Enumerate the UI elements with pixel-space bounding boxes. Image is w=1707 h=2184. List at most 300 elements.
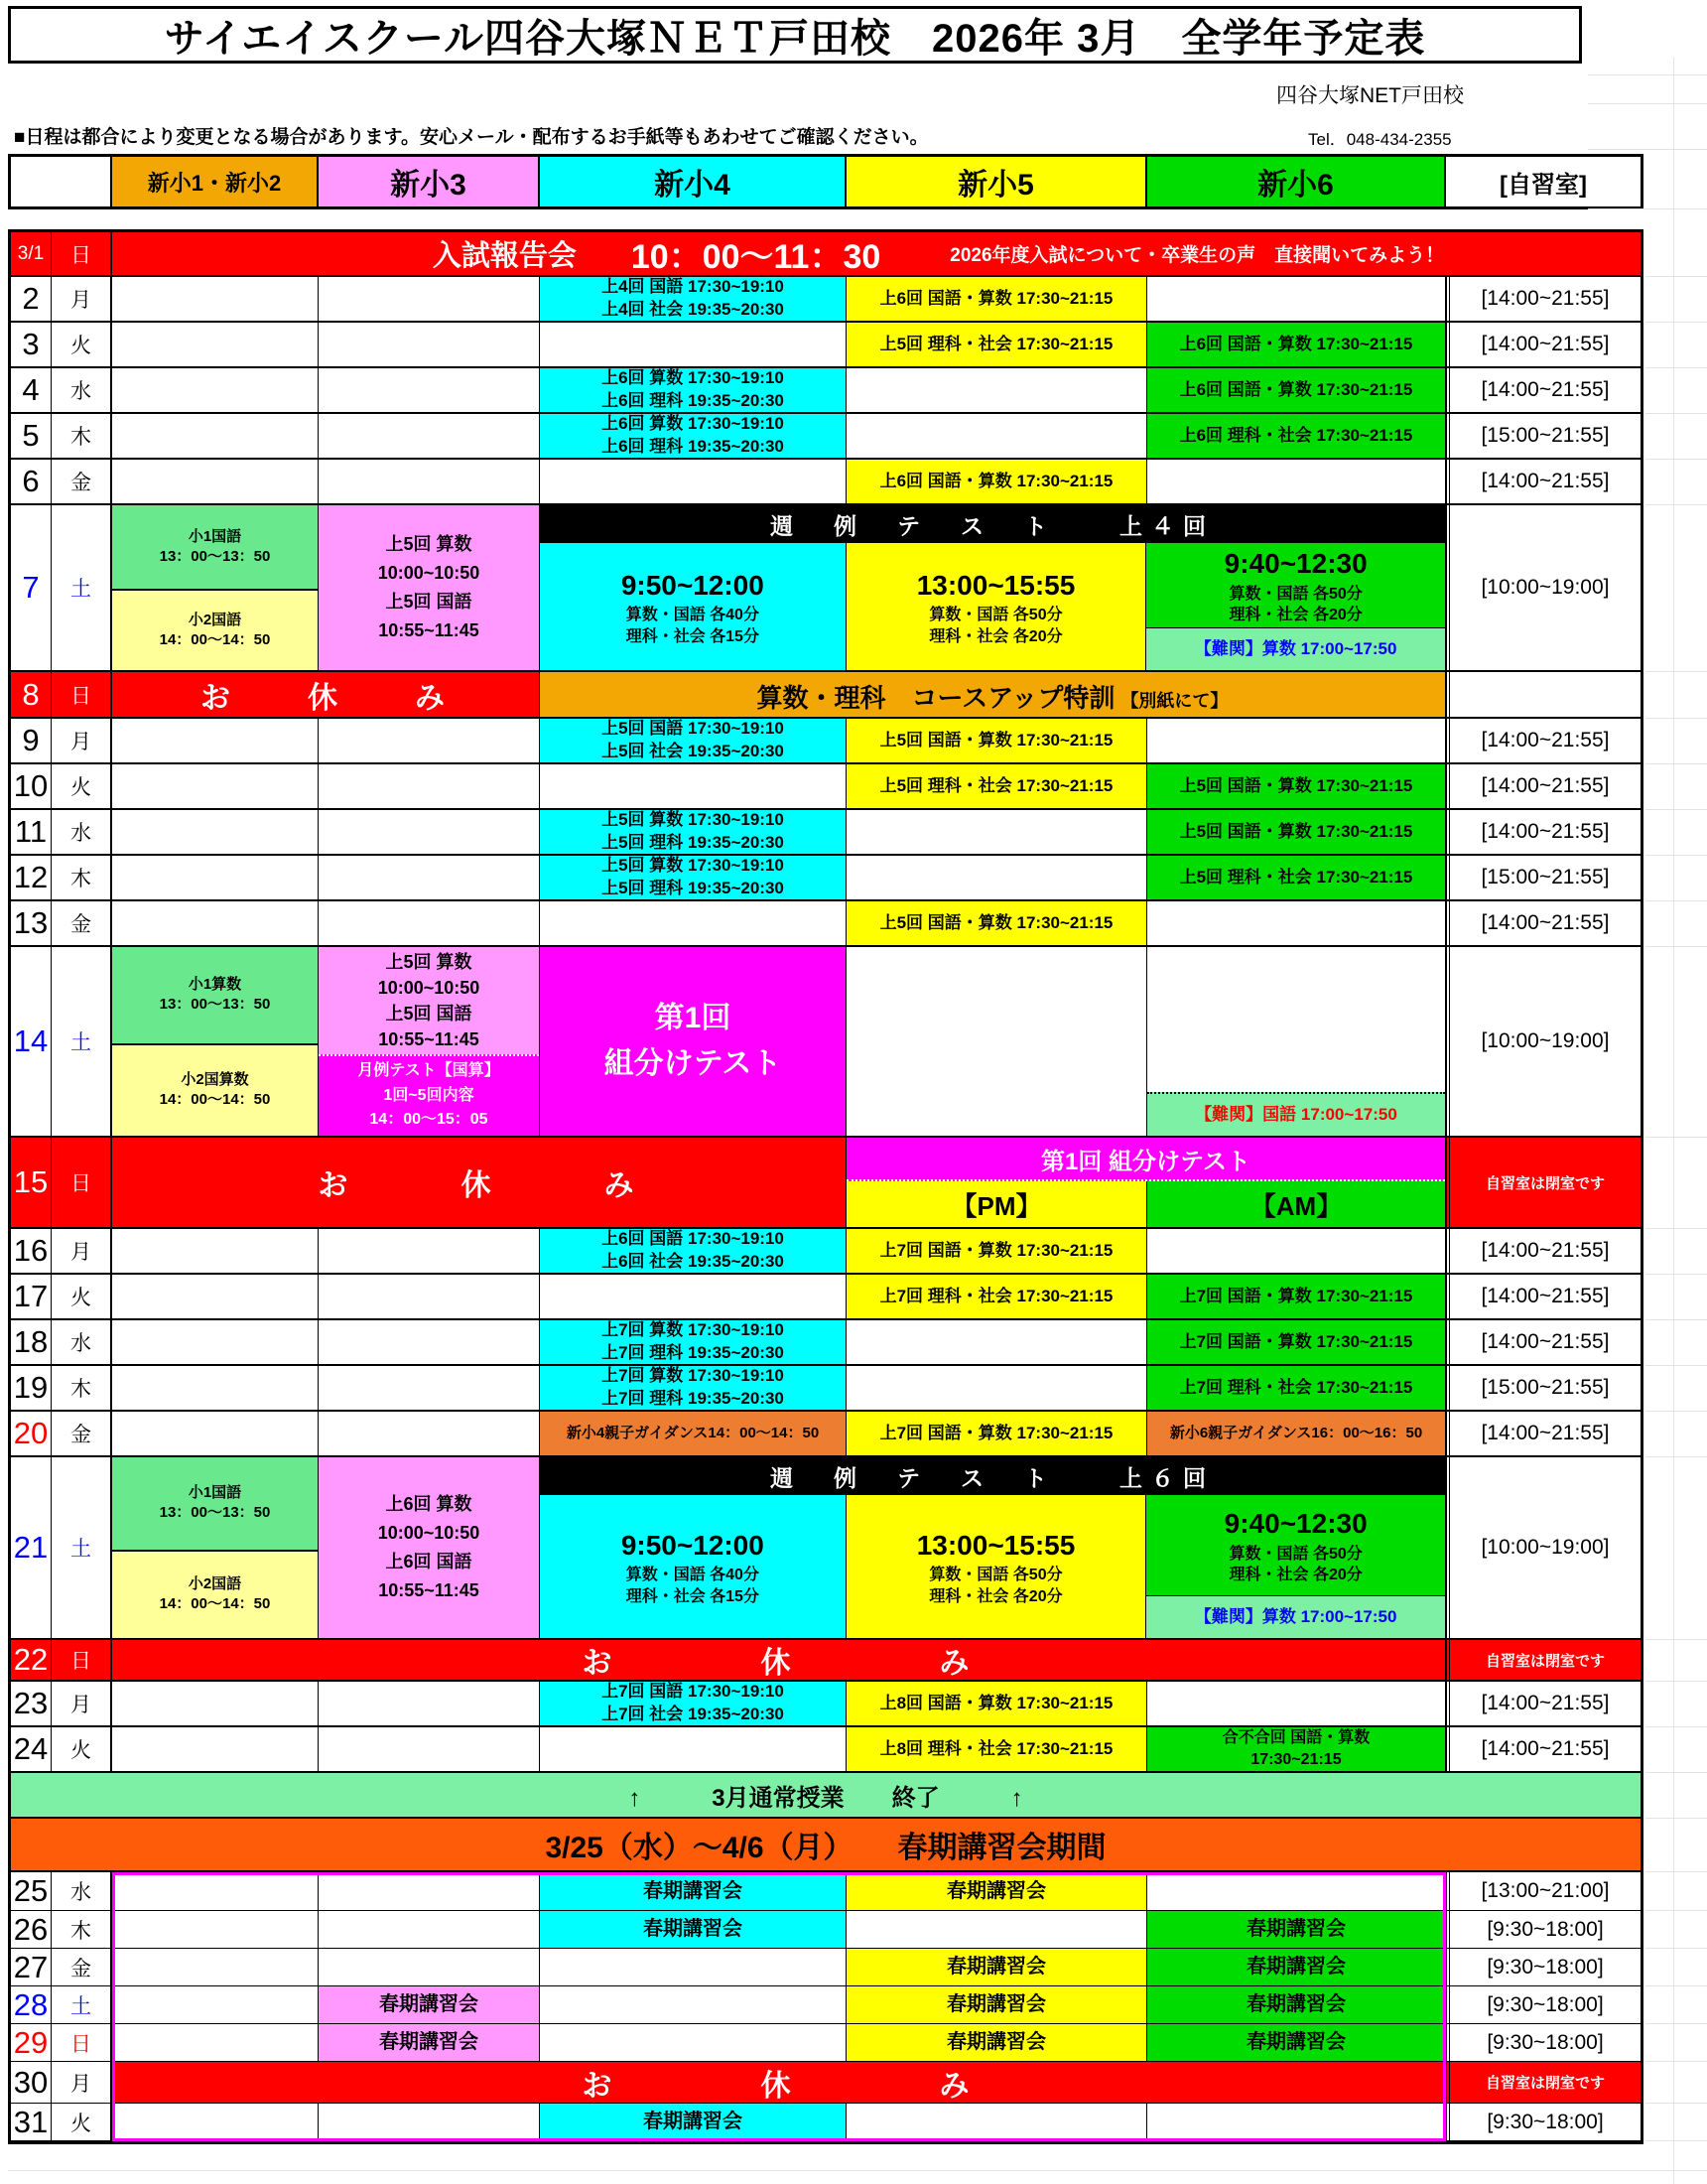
- table-row: [11, 1819, 1641, 1872]
- schedule-cell: [540, 901, 847, 945]
- test-cell-main: [1146, 1495, 1445, 1595]
- cell-line: 上6回 社会 19:35~20:30: [601, 1252, 784, 1271]
- date-number: 19: [11, 1366, 52, 1410]
- cell-line: 上5回 算数: [385, 534, 472, 555]
- jishushitsu-cell: 自習室は閉室です: [1446, 1138, 1641, 1227]
- schedule-cell: [540, 414, 847, 458]
- cell-line: 春期講習会: [947, 2031, 1046, 2053]
- sho2-cell: [112, 591, 318, 670]
- weekly-test-banner: 週 例 テ ス ト 上６回: [540, 1457, 1445, 1495]
- course-up-label: 算数・理科 コースアップ特訓: [756, 683, 1116, 713]
- date-number: 9: [11, 719, 52, 762]
- cell-line: 理科・社会 各20分: [929, 1587, 1063, 1605]
- gridline: [1588, 208, 1707, 209]
- cell-line: 上7回 理科・社会 17:30~21:15: [1179, 1377, 1413, 1397]
- schedule-cell: [540, 719, 847, 762]
- cell-line: 新小4親子ガイダンス14：00～14：50: [566, 1424, 820, 1441]
- date-day: 月: [52, 2062, 112, 2103]
- schedule-cell: [319, 323, 540, 366]
- cell-line: 算数・国語 各40分: [625, 1567, 759, 1583]
- cell-line: 上5回 国語・算数 17:30~21:15: [879, 730, 1114, 750]
- header-blank-cell: [11, 157, 112, 206]
- date-day: 木: [52, 1366, 112, 1410]
- schedule-cell: [319, 901, 540, 945]
- cell-line: 上6回 国語・算数 17:30~21:15: [1179, 379, 1413, 399]
- date-number: 10: [11, 764, 52, 808]
- oyasumi-cell: お 休 み: [112, 672, 540, 717]
- schedule-cell: [1147, 1366, 1446, 1410]
- table-row: [11, 1320, 1641, 1366]
- sho2-cell: [112, 1045, 318, 1136]
- cell-line: 上7回 国語・算数 17:30~21:15: [879, 1423, 1114, 1442]
- schedule-cell: [540, 764, 847, 808]
- test-cell: [540, 1495, 847, 1638]
- cell-line: 上7回 国語・算数 17:30~21:15: [1179, 1331, 1413, 1351]
- sho1-cell: [112, 947, 318, 1045]
- cell-line: 上5回 算数 17:30~19:10: [601, 810, 784, 830]
- cell-line: 10:55~11:45: [378, 1579, 479, 1600]
- test-cell-main: [1146, 543, 1445, 627]
- header-shinsho4: 新小4: [540, 157, 847, 206]
- shinsho3-cell: [319, 1457, 540, 1638]
- table-row: [11, 2104, 1641, 2141]
- jishushitsu-cell: 自習室は閉室です: [1446, 1640, 1641, 1680]
- test-cell: [540, 543, 847, 670]
- jishushitsu-cell: [14:00~21:55]: [1446, 901, 1641, 945]
- schedule-cell: [847, 1727, 1147, 1771]
- schedule-cell: [319, 856, 540, 899]
- cell-line: 春期講習会: [643, 1918, 742, 1940]
- weekly-test-cells: [540, 1495, 1445, 1638]
- schedule-cell: [319, 368, 540, 412]
- test-time: 9:40~12:30: [1224, 548, 1368, 580]
- schedule-cell: [112, 1986, 319, 2023]
- table-row: [11, 901, 1641, 947]
- cell-line: 10:00~10:50: [377, 977, 480, 998]
- date-day: 火: [52, 1275, 112, 1318]
- test-cell: [1146, 1495, 1445, 1638]
- schedule-cell: [1147, 323, 1446, 366]
- schedule-cell: [847, 1320, 1147, 1364]
- cell-line: 上6回 算数 17:30~19:10: [601, 368, 784, 388]
- jishushitsu-cell: [14:00~21:55]: [1446, 323, 1641, 366]
- gridline: [1645, 1985, 1707, 1986]
- cell-line: 【難関】国語 17:00~17:50: [1195, 1104, 1397, 1124]
- cell-line: 春期講習会: [1247, 1956, 1346, 1978]
- cell-line: 上7回 国語 17:30~19:10: [601, 1682, 784, 1702]
- schedule-cell: [1147, 719, 1446, 762]
- gridline: [1645, 1818, 1707, 1819]
- cell-line: 上8回 国語・算数 17:30~21:15: [879, 1693, 1114, 1712]
- gridline: [1645, 459, 1707, 460]
- schedule-cell: [847, 764, 1147, 808]
- schedule-cell: [847, 2104, 1147, 2140]
- schedule-cell: [847, 856, 1147, 899]
- schedule-cell: [540, 2104, 847, 2140]
- date-number: 14: [11, 947, 52, 1136]
- cell-line: 小2国算数: [181, 1071, 249, 1089]
- schedule-cell: [112, 764, 319, 808]
- oyasumi-cell: お 休 み: [112, 1640, 1446, 1680]
- cell-line: 算数・国語 各50分: [1229, 585, 1363, 603]
- schedule-cell: [319, 460, 540, 503]
- sho2-cell: [112, 1552, 318, 1638]
- schedule-cell: [112, 1682, 319, 1725]
- pm-am-row: [847, 1181, 1445, 1227]
- date-number: 16: [11, 1229, 52, 1273]
- schedule-cell: [112, 414, 319, 458]
- schedule-cell: [1147, 1320, 1446, 1364]
- table-row: [11, 1872, 1641, 1911]
- schedule-cell: [1147, 764, 1446, 808]
- schedule-cell: [319, 1911, 540, 1948]
- cell-line: 10:55~11:45: [378, 619, 479, 640]
- schedule-cell: [540, 460, 847, 503]
- date-number: 24: [11, 1727, 52, 1771]
- cell-line: 春期講習会: [1247, 1918, 1346, 1940]
- nankan-cell: [1147, 1092, 1445, 1136]
- jishushitsu-cell: [13:00~21:00]: [1446, 1872, 1641, 1910]
- gridline: [1645, 2103, 1707, 2104]
- weekly-test-cells: [540, 543, 1445, 670]
- jishushitsu-cell: [15:00~21:55]: [1446, 1366, 1641, 1410]
- schedule-cell: [1147, 1682, 1446, 1725]
- schedule-note: ■日程は都合により変更となる場合があります。安心メール・配布するお手紙等もあわせてご確認ください。: [14, 127, 929, 148]
- jishushitsu-cell: [14:00~21:55]: [1446, 1275, 1641, 1318]
- date-day: 日: [52, 232, 112, 275]
- table-row: [11, 1773, 1641, 1819]
- gridline: [1645, 946, 1707, 947]
- schedule-cell: [847, 901, 1147, 945]
- cell-line: 第1回: [654, 1001, 731, 1034]
- schedule-cell: [112, 901, 319, 945]
- cell-line: 上6回 算数 17:30~19:10: [601, 414, 784, 434]
- schedule-cell: [112, 1412, 319, 1455]
- gridline: [1645, 367, 1707, 368]
- schedule-cell: [112, 1727, 319, 1771]
- table-row: [11, 810, 1641, 856]
- date-number: 8: [11, 672, 52, 717]
- cell-line: 上5回 国語: [385, 1004, 472, 1024]
- cell-line: 上7回 社会 19:35~20:30: [601, 1705, 784, 1723]
- cell-line: 合不合回 国語・算数: [1222, 1729, 1371, 1747]
- cell-line: 上6回 国語・算数 17:30~21:15: [1179, 334, 1413, 353]
- schedule-cell: [1147, 1275, 1446, 1318]
- schedule-cell: [112, 856, 319, 899]
- table-row: [11, 2024, 1641, 2062]
- date-number: 22: [11, 1640, 52, 1680]
- jishushitsu-cell: [9:30~18:00]: [1446, 1911, 1641, 1948]
- schedule-cell: [1147, 2024, 1446, 2061]
- cell-line: 上5回 理科・社会 17:30~21:15: [1179, 867, 1413, 887]
- schedule-cell: [540, 810, 847, 854]
- gridline: [1645, 1639, 1707, 1640]
- cell-line: 14：00～14：50: [159, 631, 271, 649]
- date-number: 28: [11, 1986, 52, 2023]
- schedule-cell: [319, 2024, 540, 2061]
- jishushitsu-cell: [14:00~21:55]: [1446, 1229, 1641, 1273]
- shinsho1-2-cell: [112, 947, 319, 1136]
- schedule-cell: [319, 1366, 540, 1410]
- table-row: [11, 505, 1641, 672]
- cell-line: 春期講習会: [379, 2031, 478, 2053]
- cell-line: 春期講習会: [379, 1993, 478, 2015]
- schedule-cell: [319, 2104, 540, 2140]
- schedule-cell: [1147, 2104, 1446, 2140]
- date-number: 26: [11, 1911, 52, 1948]
- cell-line: 【難関】算数 17:00~17:50: [1194, 638, 1397, 658]
- page-title: サイエイスクール四谷大塚ＮＥＴ戸田校 2026年 3月 全学年予定表: [8, 6, 1582, 64]
- schedule-cell: [847, 719, 1147, 762]
- spring-course-period-banner: 3/25（水）～4/6（月） 春期講習会期間: [11, 1819, 1641, 1870]
- getsurei-test-cell: [319, 1054, 539, 1136]
- schedule-cell: [540, 1366, 847, 1410]
- schedule-cell: [540, 1911, 847, 1948]
- kumiwake-block: [847, 1138, 1446, 1227]
- date-day: 火: [52, 1727, 112, 1771]
- oyasumi-cell: お 休 み: [112, 1138, 847, 1227]
- pm-cell: 【PM】: [847, 1181, 1147, 1227]
- cell-line: 春期講習会: [1247, 1993, 1346, 2015]
- cell-line: 13：00～13：50: [159, 548, 271, 566]
- cell-line: 春期講習会: [947, 1956, 1046, 1978]
- cell-line: 小1算数: [188, 976, 242, 994]
- school-name: 四谷大塚NET戸田校: [1276, 84, 1464, 107]
- table-row: [11, 1457, 1641, 1640]
- schedule-cell: [847, 2024, 1147, 2061]
- cell-line: 上7回 算数 17:30~19:10: [601, 1366, 784, 1386]
- jishushitsu-cell: [14:00~21:55]: [1446, 810, 1641, 854]
- test-time: 13:00~15:55: [916, 1529, 1076, 1561]
- course-up-banner: [540, 672, 1446, 717]
- jishushitsu-cell: [15:00~21:55]: [1446, 414, 1641, 458]
- schedule-cell: [540, 1949, 847, 1985]
- column-header-row: [8, 154, 1643, 209]
- cell-line: 上8回 理科・社会 17:30~21:15: [879, 1738, 1114, 1758]
- schedule-cell: [319, 810, 540, 854]
- jishushitsu-cell: [14:00~21:55]: [1446, 764, 1641, 808]
- date-day: 水: [52, 810, 112, 854]
- schedule-cell: [319, 1229, 540, 1273]
- date-number: 3/1: [11, 232, 52, 275]
- gridline: [1645, 1681, 1707, 1682]
- schedule-cell: [319, 1682, 540, 1725]
- cell-line: 上5回 算数: [385, 951, 472, 972]
- schedule-cell: [540, 1275, 847, 1318]
- schedule-cell: [847, 323, 1147, 366]
- schedule-cell: [1147, 1911, 1446, 1948]
- date-day: 月: [52, 277, 112, 321]
- schedule-cell: [1147, 460, 1446, 503]
- schedule-cell: [540, 1229, 847, 1273]
- gridline: [1645, 1910, 1707, 1911]
- cell-line: 上4回 社会 19:35~20:30: [601, 300, 784, 319]
- schedule-cell: [112, 323, 319, 366]
- schedule-cell: [1147, 856, 1446, 899]
- schedule-cell: [319, 1275, 540, 1318]
- cell-line: 小2国語: [188, 1575, 242, 1593]
- schedule-cell: [847, 1682, 1147, 1725]
- cell-line: 上5回 国語・算数 17:30~21:15: [879, 912, 1114, 932]
- test-time: 9:40~12:30: [1224, 1508, 1368, 1540]
- cell-line: 算数・国語 各40分: [625, 607, 759, 623]
- date-number: 31: [11, 2104, 52, 2140]
- cell-line: 理科・社会 各20分: [929, 627, 1063, 645]
- header-shinsho6: 新小6: [1147, 157, 1446, 206]
- test-time: 13:00~15:55: [916, 569, 1076, 601]
- nankan-cell: [1146, 627, 1445, 670]
- date-day: 月: [52, 1229, 112, 1273]
- schedule-cell: [1147, 1412, 1446, 1455]
- table-row: [11, 1366, 1641, 1412]
- date-day: 木: [52, 856, 112, 899]
- date-day: 土: [52, 947, 112, 1136]
- gridline: [1588, 149, 1707, 150]
- date-day: 土: [52, 505, 112, 670]
- gridline: [1645, 322, 1707, 323]
- schedule-cell: [847, 277, 1147, 321]
- date-number: 11: [11, 810, 52, 854]
- cell-line: 上5回 理科・社会 17:30~21:15: [879, 334, 1114, 353]
- table-row: [11, 1682, 1641, 1727]
- table-row: [11, 232, 1641, 277]
- cell-line: 上4回 国語 17:30~19:10: [601, 277, 784, 297]
- course-up-note: 【別紙にて】: [1120, 691, 1229, 711]
- schedule-cell: [847, 368, 1147, 412]
- cell-line: 上6回 理科・社会 17:30~21:15: [1179, 425, 1413, 445]
- gridline: [1645, 1137, 1707, 1138]
- schedule-cell: [847, 1872, 1147, 1910]
- schedule-cell: [112, 1366, 319, 1410]
- jishushitsu-cell: [14:00~21:55]: [1446, 719, 1641, 762]
- schedule-cell: [540, 277, 847, 321]
- gridline: [1645, 276, 1707, 277]
- table-row: [11, 1727, 1641, 1773]
- date-number: 27: [11, 1949, 52, 1985]
- gridline: [1645, 1456, 1707, 1457]
- date-number: 2: [11, 277, 52, 321]
- date-number: 17: [11, 1275, 52, 1318]
- cell-line: 理科・社会 各20分: [1229, 1567, 1363, 1584]
- jishushitsu-cell: [15:00~21:55]: [1446, 856, 1641, 899]
- jishushitsu-cell: 自習室は閉室です: [1446, 2062, 1641, 2103]
- cell-line: 上7回 算数 17:30~19:10: [601, 1320, 784, 1340]
- schedule-cell: [319, 1320, 540, 1364]
- gridline: [1645, 1319, 1707, 1320]
- banner-time: 10：00～11：30: [630, 238, 881, 275]
- gridline: [1645, 2023, 1707, 2024]
- cell-line: 春期講習会: [947, 1879, 1046, 1902]
- date-day: 水: [52, 368, 112, 412]
- jishushitsu-cell: [9:30~18:00]: [1446, 1986, 1641, 2023]
- schedule-cell: [1147, 1949, 1446, 1985]
- table-row: [11, 414, 1641, 460]
- gridline: [1645, 1772, 1707, 1773]
- jishushitsu-cell: [10:00~19:00]: [1446, 947, 1641, 1136]
- shinsho6-cell: [1147, 947, 1446, 1136]
- table-row: [11, 947, 1641, 1138]
- date-day: 金: [52, 460, 112, 503]
- date-day: 木: [52, 414, 112, 458]
- cell-line: 上5回 理科 19:35~20:30: [601, 879, 784, 897]
- empty-area: [1147, 947, 1445, 1092]
- date-day: 月: [52, 1682, 112, 1725]
- header-shinsho3: 新小3: [319, 157, 540, 206]
- gridline: [1645, 855, 1707, 856]
- date-day: 日: [52, 1640, 112, 1680]
- gridline: [1645, 1274, 1707, 1275]
- schedule-cell: [1147, 414, 1446, 458]
- gridline: [1645, 2061, 1707, 2062]
- cell-line: 14：00～15：05: [369, 1111, 488, 1129]
- schedule-cell: [319, 1727, 540, 1771]
- gridline: [1645, 1726, 1707, 1727]
- schedule-cell: [1147, 368, 1446, 412]
- schedule-cell: [847, 1911, 1147, 1948]
- date-day: 火: [52, 2104, 112, 2140]
- schedule-cell: [847, 947, 1147, 1136]
- regular-classes-end-banner: ↑ 3月通常授業 終了 ↑: [11, 1773, 1641, 1817]
- date-day: 土: [52, 1986, 112, 2023]
- cell-line: 小1国語: [188, 1484, 242, 1502]
- date-day: 日: [52, 1138, 112, 1227]
- date-day: 土: [52, 1457, 112, 1638]
- cell-line: 14：00～14：50: [159, 1091, 271, 1109]
- cell-line: 上6回 国語: [385, 1552, 472, 1571]
- schedule-cell: [112, 368, 319, 412]
- cell-line: 1回~5回内容: [383, 1086, 474, 1104]
- schedule-cell: [319, 764, 540, 808]
- date-day: 金: [52, 1949, 112, 1985]
- am-cell: 【AM】: [1147, 1181, 1445, 1227]
- shinsho3-cell: [319, 947, 540, 1136]
- cell-line: 上7回 理科 19:35~20:30: [601, 1389, 784, 1408]
- cell-line: 上5回 国語・算数 17:30~21:15: [1179, 821, 1413, 841]
- cell-line: 上5回 理科・社会 17:30~21:15: [879, 775, 1114, 795]
- cell-line: 新小6親子ガイダンス16：00～16：50: [1169, 1424, 1423, 1441]
- jishushitsu-cell: [10:00~19:00]: [1446, 505, 1641, 670]
- test-cell: [847, 543, 1147, 670]
- cell-line: 上6回 算数: [385, 1494, 472, 1515]
- schedule-cell: [847, 1275, 1147, 1318]
- cell-line: 春期講習会: [643, 1879, 742, 1902]
- jishushitsu-cell: [1446, 672, 1641, 717]
- table-row: [11, 1412, 1641, 1457]
- oyasumi-cell: お 休 み: [112, 2062, 1446, 2103]
- cell-line: 上7回 国語・算数 17:30~21:15: [879, 1240, 1114, 1260]
- date-day: 木: [52, 1911, 112, 1948]
- cell-line: 上7回 理科 19:35~20:30: [601, 1343, 784, 1362]
- date-day: 火: [52, 323, 112, 366]
- date-number: 3: [11, 323, 52, 366]
- cell-line: 17:30~21:15: [1250, 1751, 1342, 1768]
- schedule-cell: [540, 368, 847, 412]
- table-row: [11, 719, 1641, 764]
- schedule-cell: [112, 2024, 319, 2061]
- cell-line: 上5回 算数 17:30~19:10: [601, 856, 784, 876]
- gridline: [1645, 671, 1707, 672]
- cell-line: 上6回 理科 19:35~20:30: [601, 391, 784, 410]
- schedule-cell: [112, 1911, 319, 1948]
- schedule-cell: [847, 1229, 1147, 1273]
- schedule-cell: [847, 1366, 1147, 1410]
- jishushitsu-cell: [14:00~21:55]: [1446, 1682, 1641, 1725]
- shinsho3-cell: [319, 505, 540, 670]
- table-row: [11, 2062, 1641, 2104]
- shinsho1-2-cell: [112, 1457, 319, 1638]
- date-number: 6: [11, 460, 52, 503]
- weekly-test-block: [540, 1457, 1446, 1638]
